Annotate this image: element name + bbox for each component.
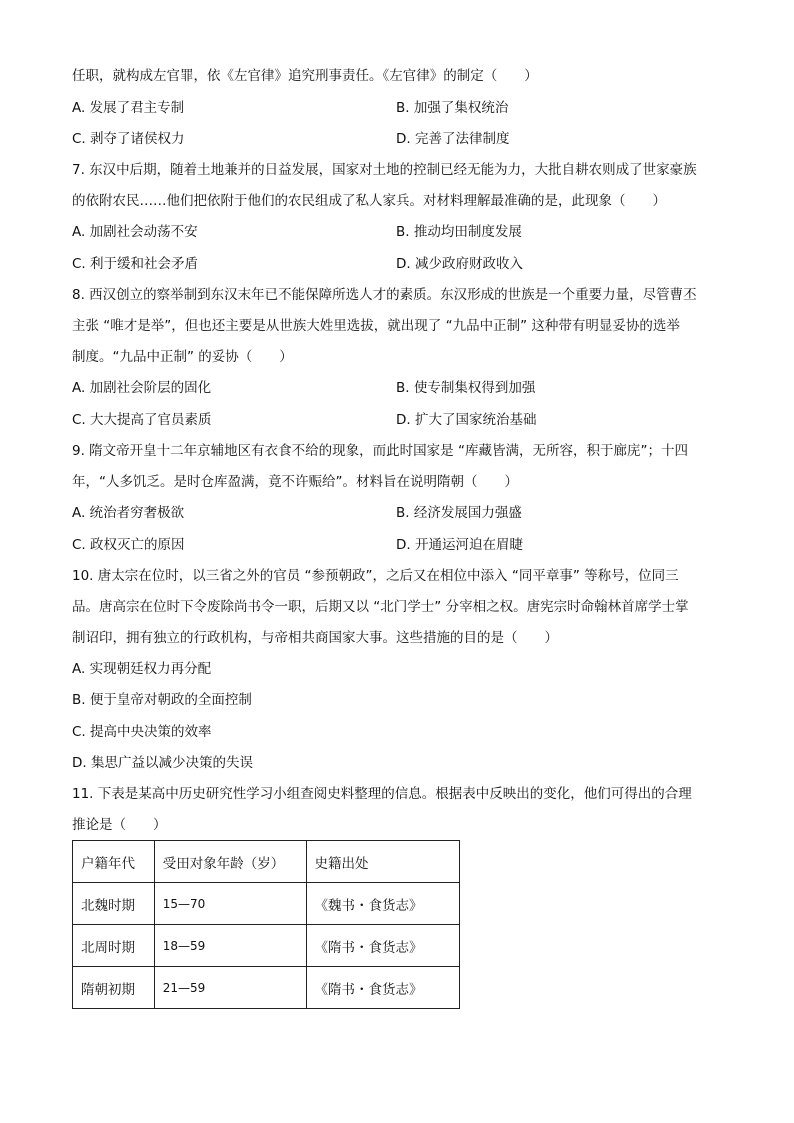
- table-header-cell: 史籍出处: [306, 841, 459, 883]
- table-header-row: [73, 841, 460, 883]
- q6-option-d[interactable]: D. 完善了法律制度: [396, 131, 510, 147]
- table-cell-source: 《隋书・食货志》: [306, 967, 459, 1009]
- table-cell-age: 15—70: [154, 883, 306, 925]
- q10-stem-line-3: 制诏印，拥有独立的行政机构，与帝相共商国家大事。这些措施的目的是（ ）: [72, 630, 558, 646]
- q11-table: [72, 840, 460, 1009]
- table-row: [73, 925, 460, 967]
- q8-option-b[interactable]: B. 使专制集权得到加强: [396, 380, 536, 396]
- q9-stem-line-1: 9. 隋文帝开皇十二年京辅地区有衣食不给的现象，而此时国家是 “库藏皆满，无所容，积于廊庑”；十四: [72, 443, 688, 459]
- q9-option-d[interactable]: D. 开通运河迫在眉睫: [396, 537, 523, 553]
- q11-stem-line-2: 推论是（ ）: [72, 817, 167, 833]
- q6-option-a[interactable]: A. 发展了君主专制: [72, 100, 185, 116]
- q8-option-d[interactable]: D. 扩大了国家统治基础: [396, 412, 537, 428]
- table-cell-source: 《隋书・食货志》: [306, 925, 459, 967]
- table-cell-source: 《魏书・食货志》: [306, 883, 459, 925]
- q10-option-b[interactable]: B. 便于皇帝对朝政的全面控制: [72, 692, 252, 708]
- q9-option-a[interactable]: A. 统治者穷奢极欲: [72, 505, 185, 521]
- q8-option-a[interactable]: A. 加剧社会阶层的固化: [72, 380, 212, 396]
- table-header-cell: 户籍年代: [73, 841, 155, 883]
- q8-option-c[interactable]: C. 大大提高了官员素质: [72, 412, 212, 428]
- q6-stem-tail: 任职，就构成左官罪，依《左官律》追究刑事责任。《左官律》的制定（ ）: [72, 68, 538, 84]
- q8-stem-line-1: 8. 西汉创立的察举制到东汉末年已不能保障所选人才的素质。东汉形成的世族是一个重要力量，尽管曹丕: [72, 287, 697, 303]
- table-cell-period: 隋朝初期: [73, 967, 155, 1009]
- q9-option-b[interactable]: B. 经济发展国力强盛: [396, 505, 522, 521]
- q8-stem-line-3: 制度。“九品中正制” 的妥协（ ）: [72, 349, 293, 365]
- q10-option-a[interactable]: A. 实现朝廷权力再分配: [72, 661, 212, 677]
- q6-option-b[interactable]: B. 加强了集权统治: [396, 100, 509, 116]
- q6-option-c[interactable]: C. 剥夺了诸侯权力: [72, 131, 185, 147]
- q10-option-c[interactable]: C. 提高中央决策的效率: [72, 724, 212, 740]
- table-header-cell: 受田对象年龄（岁）: [154, 841, 306, 883]
- q9-stem-line-2: 年，“人多饥乏。是时仓库盈满，竟不许赈给”。材料旨在说明隋朝（ ）: [72, 474, 518, 490]
- q7-stem-line-2: 的依附农民……他们把依附于他们的农民组成了私人家兵。对材料理解最准确的是，此现象（ ）: [72, 193, 666, 209]
- table-row: [73, 883, 460, 925]
- q10-stem-line-1: 10. 唐太宗在位时，以三省之外的官员 “参预朝政”，之后又在相位中添入 “同平章事” 等称号，位同三: [72, 568, 679, 584]
- q11-stem-line-1: 11. 下表是某高中历史研究性学习小组查阅史料整理的信息。根据表中反映出的变化，他们可得出的合理: [72, 786, 692, 802]
- q7-stem-line-1: 7. 东汉中后期，随着土地兼并的日益发展，国家对土地的控制已经无能为力，大批自耕农则成了世家豪族: [72, 162, 697, 178]
- table-cell-age: 21—59: [154, 967, 306, 1009]
- q7-option-b[interactable]: B. 推动均田制度发展: [396, 224, 522, 240]
- q8-stem-line-2: 主张 “唯才是举”，但也还主要是从世族大姓里选拔，就出现了 “九品中正制” 这种带有明显妥协的选举: [72, 318, 680, 334]
- q7-option-d[interactable]: D. 减少政府财政收入: [396, 256, 523, 272]
- table-row: [73, 967, 460, 1009]
- table-cell-period: 北魏时期: [73, 883, 155, 925]
- q7-option-a[interactable]: A. 加剧社会动荡不安: [72, 224, 198, 240]
- table-cell-age: 18—59: [154, 925, 306, 967]
- q10-stem-line-2: 品。唐高宗在位时下令废除尚书令一职，后期又以 “北门学士” 分宰相之权。唐宪宗时命翰林首席学士掌: [72, 599, 689, 615]
- table-cell-period: 北周时期: [73, 925, 155, 967]
- q10-option-d[interactable]: D. 集思广益以减少决策的失误: [72, 755, 253, 771]
- q7-option-c[interactable]: C. 利于缓和社会矛盾: [72, 256, 199, 272]
- q9-option-c[interactable]: C. 政权灭亡的原因: [72, 537, 185, 553]
